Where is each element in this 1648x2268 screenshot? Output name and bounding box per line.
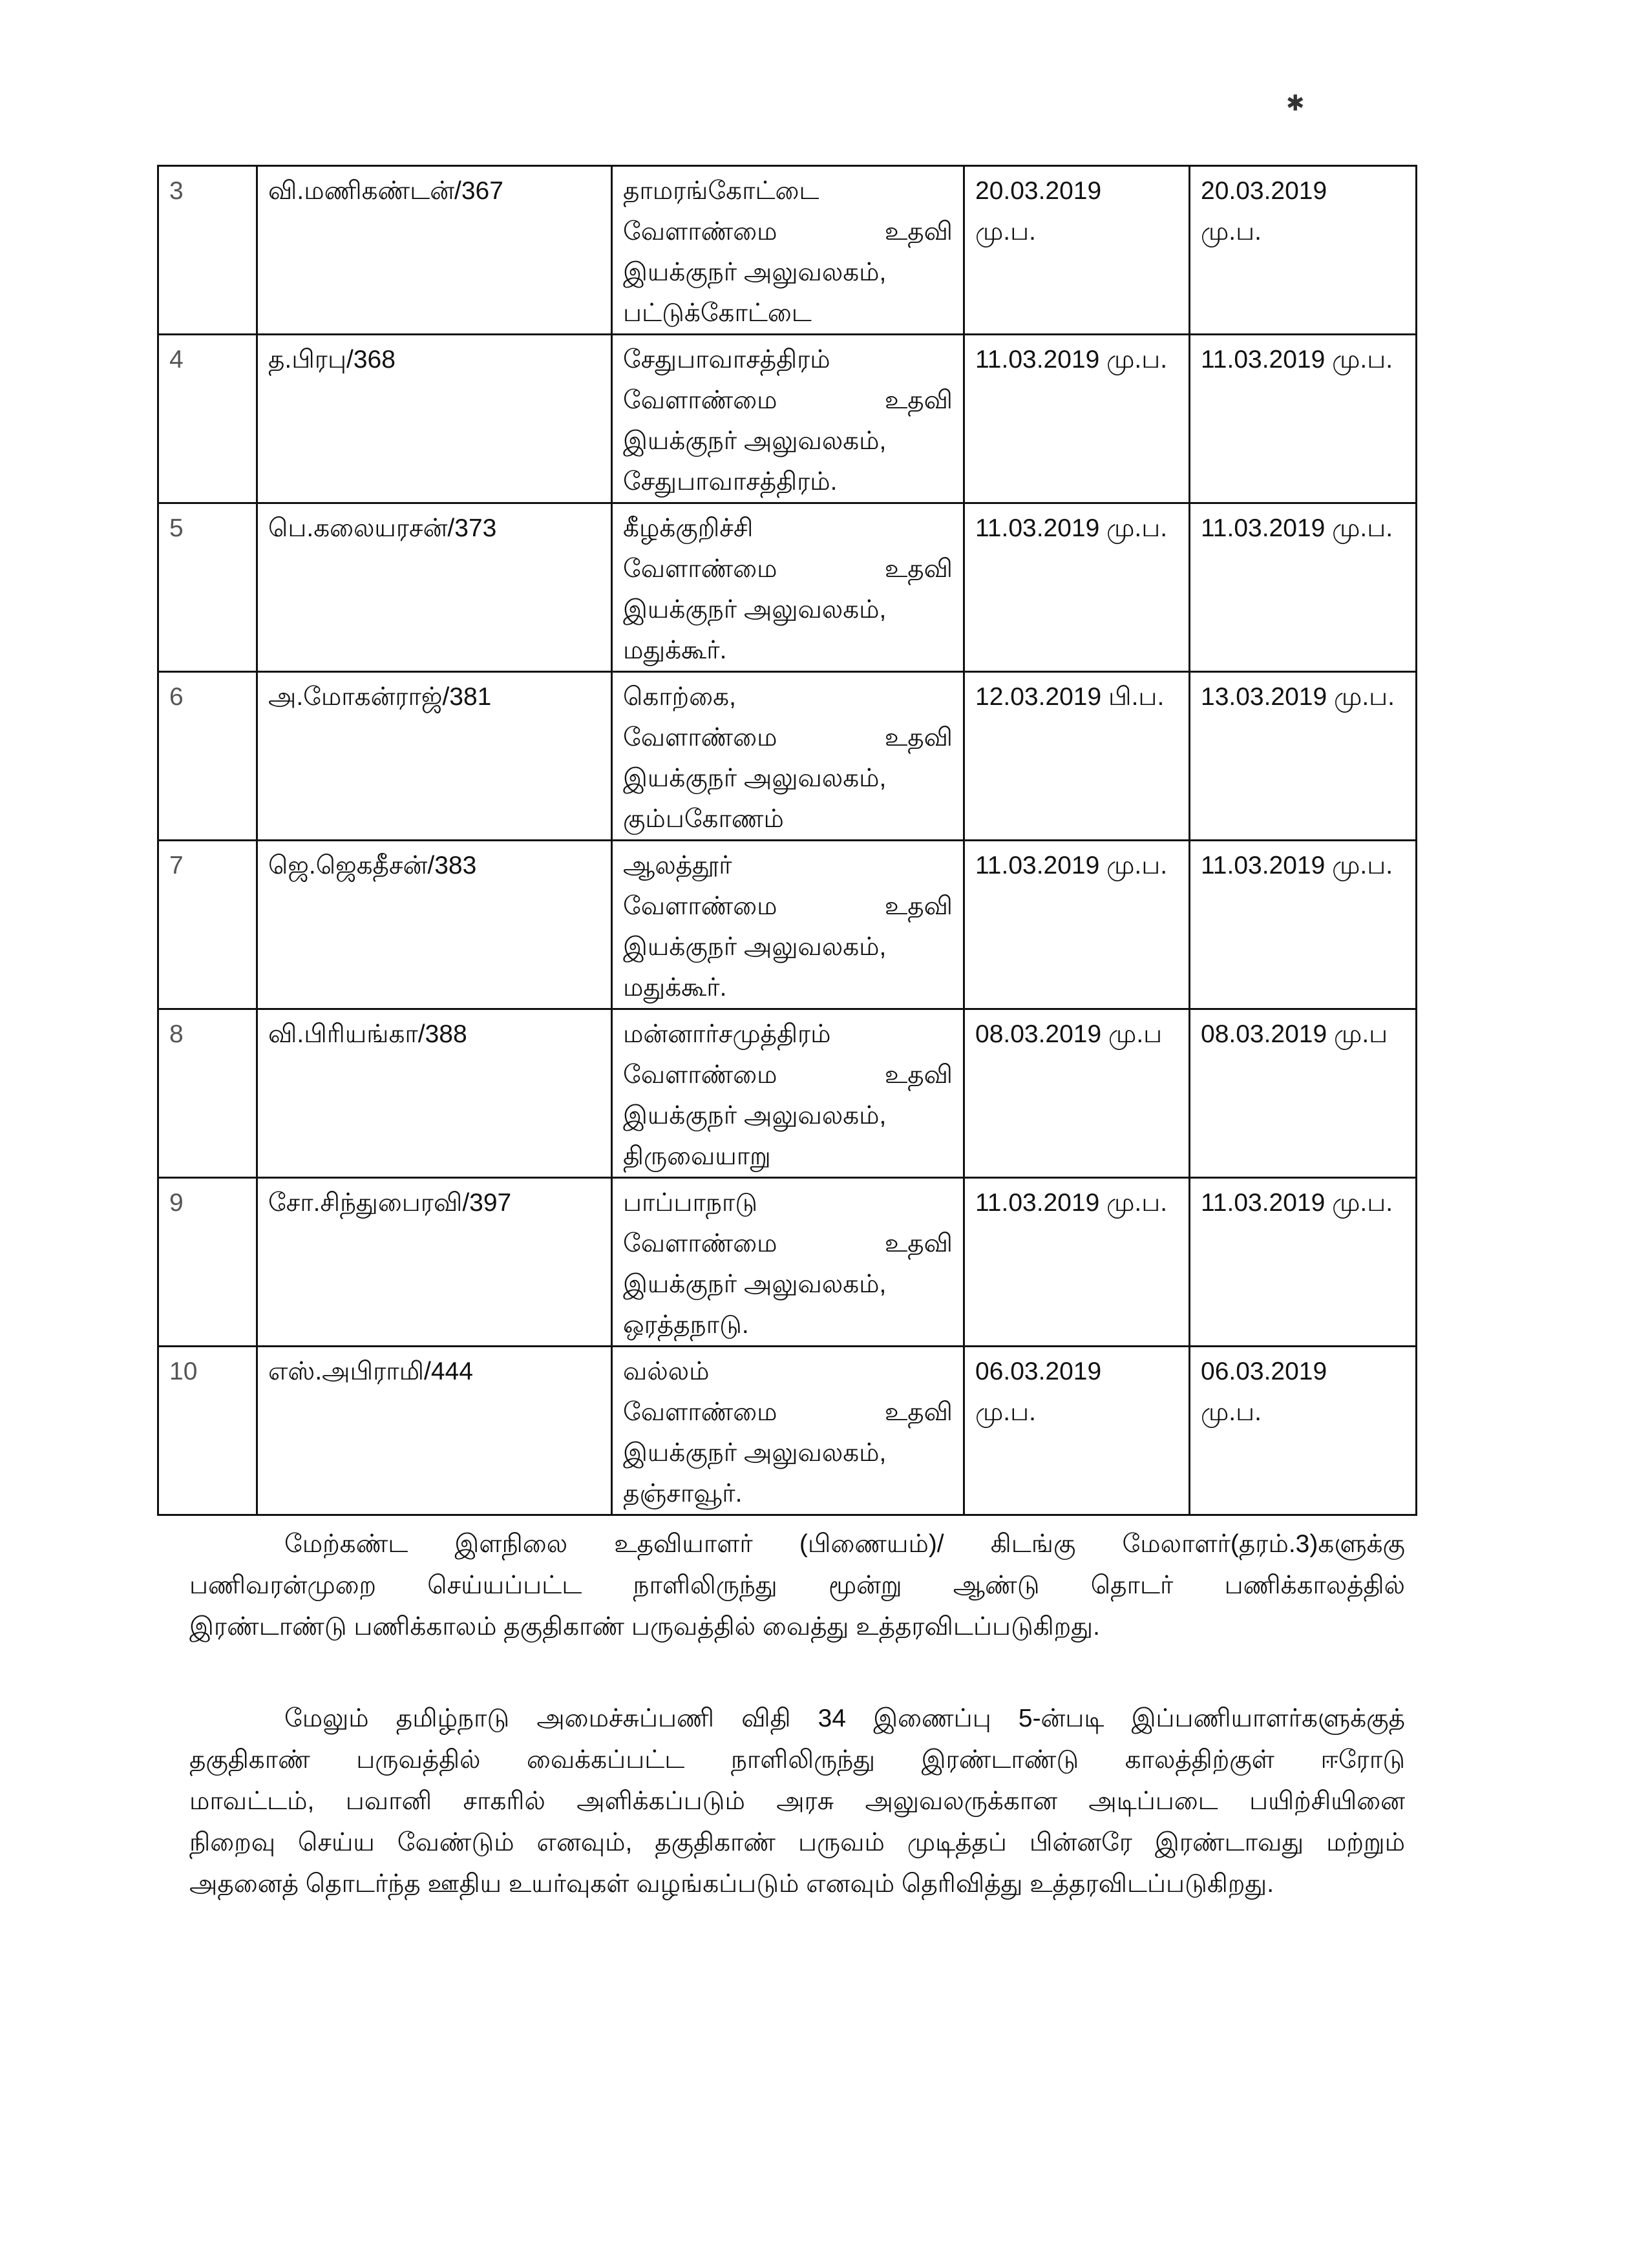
joined-date-line: 08.03.2019 மு.ப (1201, 1020, 1388, 1048)
relieved-date-line: மு.ப. (975, 218, 1036, 246)
serial-number: 10 (158, 1347, 257, 1515)
employee-name: சோ.சிந்துபைரவி/397 (257, 1178, 612, 1347)
relieved-date (964, 1178, 1190, 1347)
employee-name: பெ.கலையரசன்/373 (257, 503, 612, 672)
office-name-line: கும்பகோணம் (623, 805, 784, 833)
employee-name: ஜெ.ஜெகதீசன்/383 (257, 841, 612, 1009)
office-name-line: வேளாண்மை உதவி (623, 892, 953, 920)
paragraph-line: மாவட்டம், பவானி சாகரில் அளிக்கப்படும் அரசு அலுவலருக்கான அடிப்படை பயிற்சியினை (189, 1787, 1405, 1815)
serial-number: 4 (158, 335, 257, 503)
table-row (158, 503, 1417, 672)
office-name-line: திருவையாறு (623, 1142, 771, 1170)
relieved-date-line: 11.03.2019 மு.ப. (975, 514, 1168, 542)
office-name-line: இயக்குநர் அலுவலகம், (623, 933, 887, 961)
office-name-line: இயக்குநர் அலுவலகம், (623, 427, 887, 455)
staff-posting-table (157, 165, 1417, 1516)
office-name-line: இயக்குநர் அலுவலகம், (623, 1102, 887, 1129)
serial-number: 5 (158, 503, 257, 672)
office-name-line: சேதுபாவாசத்திரம் (623, 346, 830, 373)
office-name (612, 1347, 964, 1515)
joined-date-line: 11.03.2019 மு.ப. (1201, 852, 1393, 879)
relieved-date (964, 841, 1190, 1009)
joined-date (1190, 1347, 1417, 1515)
office-name-line: மதுக்கூர். (623, 636, 727, 664)
employee-name: எஸ்.அபிராமி/444 (257, 1347, 612, 1515)
office-name-line: தாமரங்கோட்டை (623, 177, 819, 205)
office-name-line: வேளாண்மை உதவி (623, 1398, 953, 1426)
relieved-date-line: 08.03.2019 மு.ப (975, 1020, 1163, 1048)
relieved-date (964, 1009, 1190, 1178)
relieved-date-line: 20.03.2019 (975, 177, 1102, 205)
office-name-line: இயக்குநர் அலுவலகம், (623, 596, 887, 624)
table-row (158, 1009, 1417, 1178)
serial-number: 7 (158, 841, 257, 1009)
employee-name: வி.பிரியங்கா/388 (257, 1009, 612, 1178)
relieved-date-line: 11.03.2019 மு.ப. (975, 1189, 1168, 1217)
relieved-date-line: 11.03.2019 மு.ப. (975, 852, 1168, 879)
joined-date-line: 11.03.2019 மு.ப. (1201, 514, 1393, 542)
paragraph-line: மேலும் தமிழ்நாடு அமைச்சுப்பணி விதி 34 இணைப்பு 5-ன்படி இப்பணியாளர்களுக்குத் (284, 1705, 1405, 1732)
office-name (612, 1178, 964, 1347)
joined-date-line: 06.03.2019 (1201, 1358, 1327, 1385)
paragraph-line: பணிவரன்முறை செய்யப்பட்ட நாளிலிருந்து மூன்று ஆண்டு தொடர் பணிக்காலத்தில் (189, 1571, 1405, 1599)
office-name-line: வேளாண்மை உதவி (623, 1230, 953, 1257)
office-name-line: மன்னார்சமுத்திரம் (623, 1020, 831, 1048)
office-name-line: பாப்பாநாடு (623, 1189, 758, 1217)
office-name-line: வேளாண்மை உதவி (623, 386, 953, 414)
table-row (158, 1178, 1417, 1347)
office-name-line: தஞ்சாவூர். (623, 1480, 743, 1507)
office-name-line: இயக்குநர் அலுவலகம், (623, 764, 887, 792)
office-name (612, 335, 964, 503)
paragraph-training (189, 1698, 1405, 1905)
office-name-line: மதுக்கூர். (623, 974, 727, 1002)
joined-date (1190, 1009, 1417, 1178)
employee-name: அ.மோகன்ராஜ்/381 (257, 672, 612, 841)
office-name-line: சேதுபாவாசத்திரம். (623, 468, 838, 496)
office-name-line: இயக்குநர் அலுவலகம், (623, 1439, 887, 1467)
office-name-line: ஒரத்தநாடு. (623, 1311, 749, 1339)
office-name (612, 503, 964, 672)
office-name-line: வேளாண்மை உதவி (623, 724, 953, 751)
office-name (612, 1009, 964, 1178)
table-row (158, 672, 1417, 841)
paragraph-line: நிறைவு செய்ய வேண்டும் எனவும், தகுதிகாண் பருவம் முடித்தப் பின்னரே இரண்டாவது மற்றும் (189, 1829, 1405, 1856)
joined-date (1190, 503, 1417, 672)
serial-number: 6 (158, 672, 257, 841)
relieved-date (964, 672, 1190, 841)
scan-mark: ✱ (1286, 91, 1305, 116)
serial-number: 9 (158, 1178, 257, 1347)
table-row (158, 335, 1417, 503)
paragraph-line: இரண்டாண்டு பணிக்காலம் தகுதிகாண் பருவத்தில் வைத்து உத்தரவிடப்படுகிறது. (189, 1613, 1100, 1641)
relieved-date-line: 11.03.2019 மு.ப. (975, 346, 1168, 373)
joined-date-line: மு.ப. (1201, 218, 1262, 246)
joined-date-line: 11.03.2019 மு.ப. (1201, 1189, 1393, 1217)
paragraph-line: மேற்கண்ட இளநிலை உதவியாளர் (பிணையம்)/ கிடங்கு மேலாளர்(தரம்.3)களுக்கு (284, 1530, 1405, 1558)
office-name (612, 166, 964, 335)
relieved-date-line: 06.03.2019 (975, 1358, 1102, 1385)
office-name-line: வேளாண்மை உதவி (623, 218, 953, 246)
office-name-line: ஆலத்தூர் (623, 852, 732, 879)
paragraph-line: அதனைத் தொடர்ந்த ஊதிய உயர்வுகள் வழங்கப்படும் எனவும் தெரிவித்து உத்தரவிடப்படுகிறது. (189, 1870, 1274, 1898)
joined-date (1190, 841, 1417, 1009)
joined-date-line: 11.03.2019 மு.ப. (1201, 346, 1393, 373)
joined-date-line: 20.03.2019 (1201, 177, 1327, 205)
office-name-line: வல்லம் (623, 1358, 710, 1385)
relieved-date-line: 12.03.2019 பி.ப. (975, 683, 1165, 711)
joined-date (1190, 1178, 1417, 1347)
employee-name: வி.மணிகண்டன்/367 (257, 166, 612, 335)
joined-date (1190, 166, 1417, 335)
serial-number: 3 (158, 166, 257, 335)
relieved-date (964, 503, 1190, 672)
office-name-line: வேளாண்மை உதவி (623, 1061, 953, 1089)
serial-number: 8 (158, 1009, 257, 1178)
office-name (612, 841, 964, 1009)
paragraph-line: தகுதிகாண் பருவத்தில் வைக்கப்பட்ட நாளிலிருந்து இரண்டாண்டு காலத்திற்குள் ஈரோடு (189, 1746, 1405, 1774)
office-name-line: வேளாண்மை உதவி (623, 555, 953, 583)
office-name-line: இயக்குநர் அலுவலகம், (623, 258, 887, 286)
employee-name: த.பிரபு/368 (257, 335, 612, 503)
table-row (158, 166, 1417, 335)
office-name-line: இயக்குநர் அலுவலகம், (623, 1270, 887, 1298)
table-row (158, 1347, 1417, 1515)
relieved-date-line: மு.ப. (975, 1398, 1036, 1426)
office-name-line: கீழக்குறிச்சி (623, 514, 754, 542)
joined-date-line: மு.ப. (1201, 1398, 1262, 1426)
relieved-date (964, 1347, 1190, 1515)
office-name (612, 672, 964, 841)
paragraph-probation (189, 1524, 1405, 1648)
joined-date (1190, 335, 1417, 503)
relieved-date (964, 166, 1190, 335)
joined-date (1190, 672, 1417, 841)
table-row (158, 841, 1417, 1009)
office-name-line: பட்டுக்கோட்டை (623, 299, 812, 327)
relieved-date (964, 335, 1190, 503)
joined-date-line: 13.03.2019 மு.ப. (1201, 683, 1395, 711)
office-name-line: கொற்கை, (623, 683, 736, 711)
